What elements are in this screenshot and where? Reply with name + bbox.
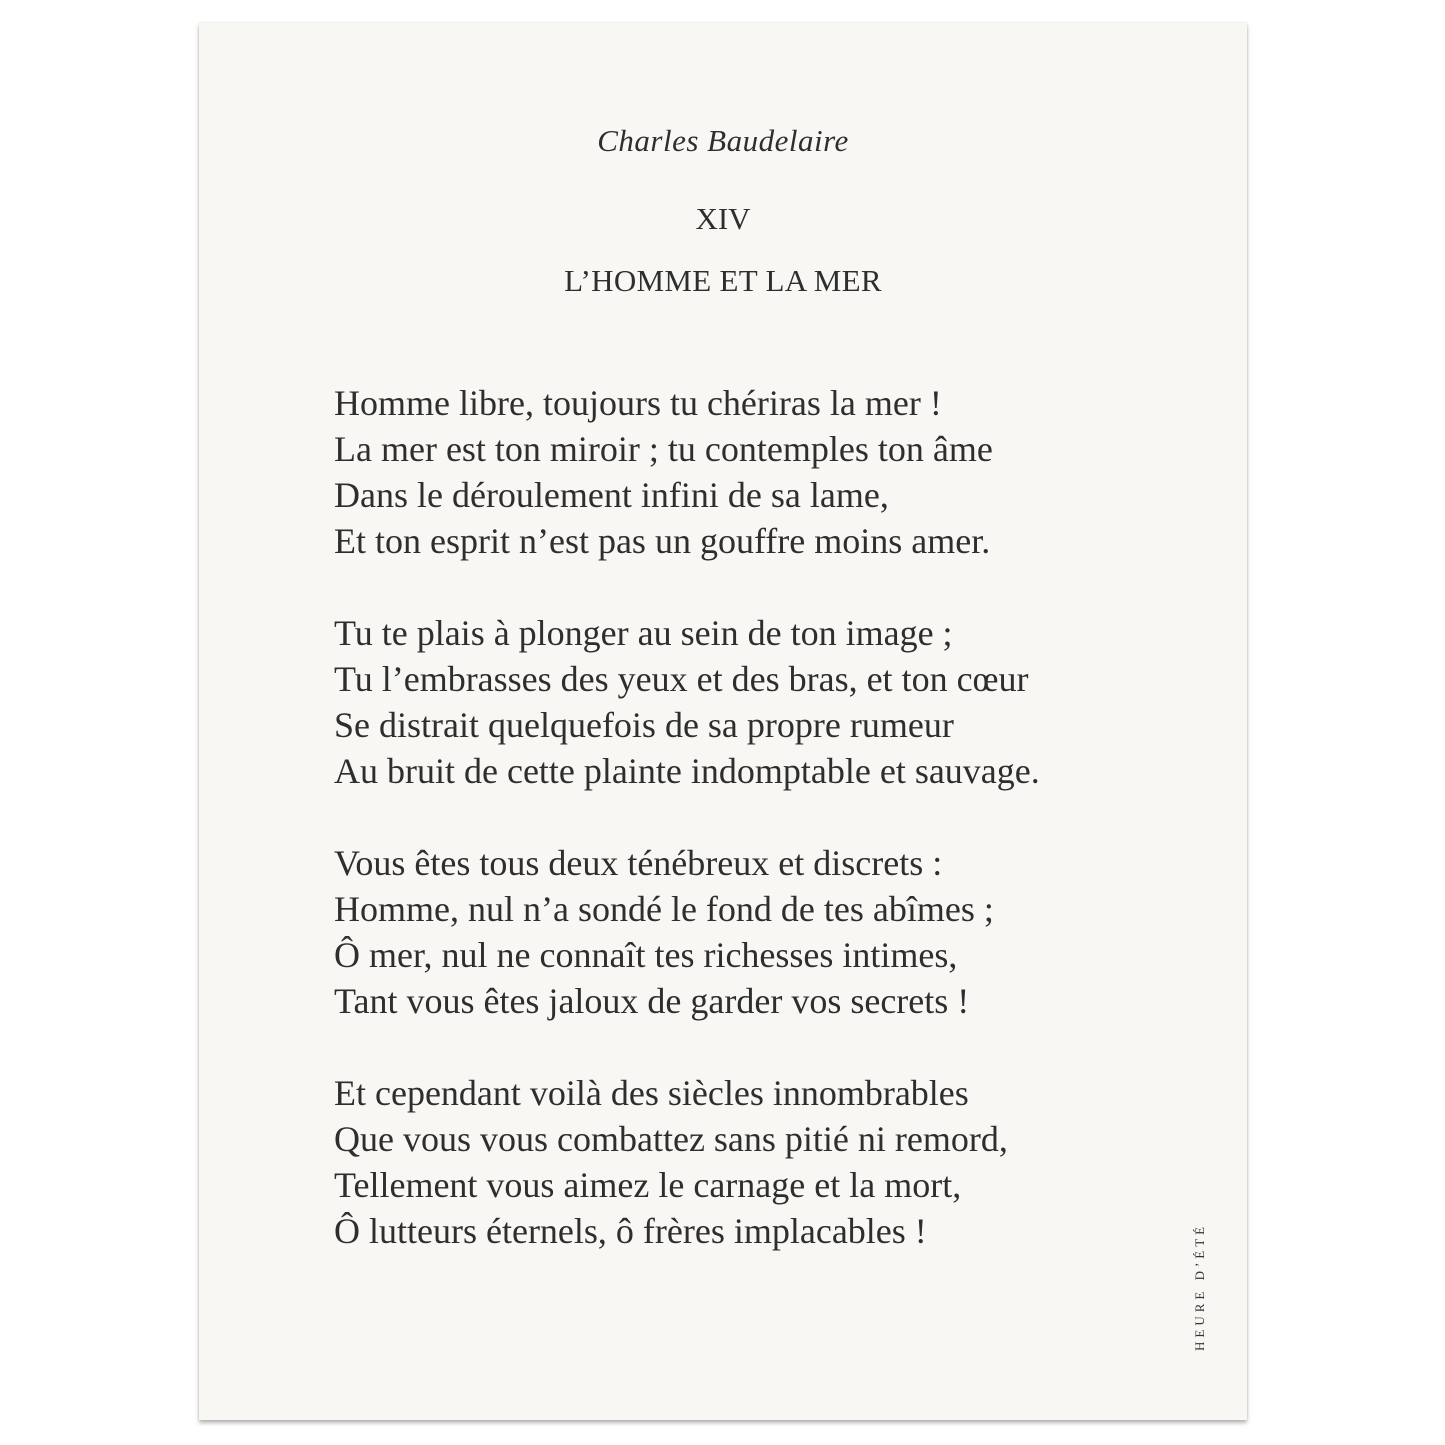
verse-line: Vous êtes tous deux ténébreux et discrets : — [334, 843, 943, 883]
stanza-2 — [334, 610, 1134, 794]
poem-number: XIV — [695, 201, 751, 236]
verse-line: Dans le déroulement infini de sa lame, — [334, 475, 889, 515]
verse-line: Tu l’embrasses des yeux et des bras, et ton cœur — [334, 659, 1029, 699]
verse-line: La mer est ton miroir ; tu contemples ton âme — [334, 429, 993, 469]
verse-line: Homme libre, toujours tu chériras la mer ! — [334, 383, 942, 423]
verse-line: Homme, nul n’a sondé le fond de tes abîmes ; — [334, 889, 994, 929]
brand-mark: HEURE D’ÉTÉ — [1192, 1222, 1207, 1351]
verse-line: Tu te plais à plonger au sein de ton image ; — [334, 613, 953, 653]
verse-line: Tant vous êtes jaloux de garder vos secrets ! — [334, 981, 970, 1021]
stanza-3 — [334, 840, 1134, 1024]
verse-line: Et ton esprit n’est pas un gouffre moins amer. — [334, 521, 991, 561]
stanza-4 — [334, 1070, 1134, 1254]
author-name: Charles Baudelaire — [597, 123, 849, 158]
poem-poster — [199, 23, 1247, 1420]
poem-title: L’HOMME ET LA MER — [564, 263, 882, 298]
verse-line: Que vous vous combattez sans pitié ni remord, — [334, 1119, 1008, 1159]
verse-line: Ô lutteurs éternels, ô frères implacables ! — [334, 1211, 927, 1251]
verse-line: Tellement vous aimez le carnage et la mort, — [334, 1165, 962, 1205]
stanza-1 — [334, 380, 1134, 564]
verse-line: Ô mer, nul ne connaît tes richesses intimes, — [334, 935, 958, 975]
verse-line: Au bruit de cette plainte indomptable et sauvage. — [334, 751, 1040, 791]
verse-line: Et cependant voilà des siècles innombrables — [334, 1073, 969, 1113]
verse-line: Se distrait quelquefois de sa propre rumeur — [334, 705, 954, 745]
poem-body — [334, 380, 1134, 1300]
